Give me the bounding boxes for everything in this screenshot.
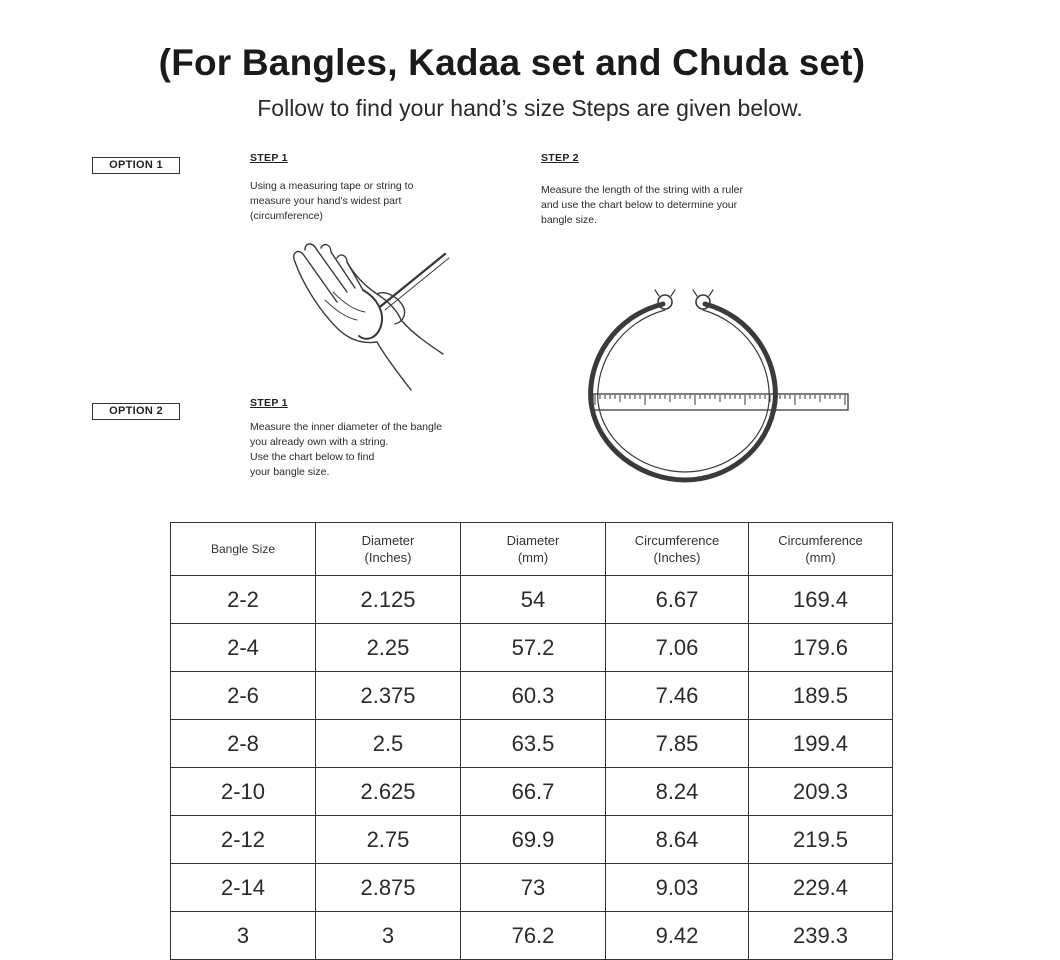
table-row [171,816,893,864]
table-row [171,720,893,768]
cell-bangle-size: 2-4 [171,624,316,672]
page-subtitle: Follow to find your hand’s size Steps are given below. [257,95,803,121]
option-1-step-1-text: Using a measuring tape or string to measure your hand's widest part (circumference) [250,180,414,222]
cell-diameter-mm: 54 [461,576,606,624]
option-1-step-1-title: STEP 1 [250,152,288,164]
cell-bangle-size: 2-8 [171,720,316,768]
cell-diameter-mm: 57.2 [461,624,606,672]
cell-diameter-mm: 69.9 [461,816,606,864]
page-title: (For Bangles, Kadaa set and Chuda set) [158,42,866,83]
option-1-step-2-title: STEP 2 [541,152,579,164]
cell-diameter-inches: 3 [316,912,461,960]
cell-bangle-size: 3 [171,912,316,960]
cell-diameter-mm: 73 [461,864,606,912]
cell-circumference-inches: 8.24 [606,768,749,816]
cell-circumference-inches: 7.85 [606,720,749,768]
cell-diameter-inches: 2.75 [316,816,461,864]
cell-diameter-inches: 2.625 [316,768,461,816]
option-1-label: OPTION 1 [92,157,180,174]
cell-circumference-inches: 7.06 [606,624,749,672]
cell-bangle-size: 2-2 [171,576,316,624]
cell-circumference-inches: 8.64 [606,816,749,864]
cell-bangle-size: 2-14 [171,864,316,912]
option-2-step-1-title: STEP 1 [250,397,288,409]
cell-bangle-size: 2-6 [171,672,316,720]
cell-circumference-mm: 219.5 [749,816,893,864]
cell-bangle-size: 2-12 [171,816,316,864]
header-circumference-mm: Circumference (mm) [749,523,893,576]
cell-diameter-inches: 2.25 [316,624,461,672]
cell-circumference-mm: 229.4 [749,864,893,912]
size-chart [170,522,892,948]
cell-circumference-mm: 239.3 [749,912,893,960]
table-row [171,864,893,912]
cell-diameter-inches: 2.125 [316,576,461,624]
option-2-step-1-text: Measure the inner diameter of the bangle you already own with a string. Use the chart below to find your bangle size. [250,421,443,478]
cell-diameter-mm: 63.5 [461,720,606,768]
table-row [171,768,893,816]
table-row [171,576,893,624]
cell-diameter-mm: 76.2 [461,912,606,960]
size-table [170,522,893,960]
header-circumference-inches: Circumference (Inches) [606,523,749,576]
cell-diameter-inches: 2.875 [316,864,461,912]
cell-circumference-mm: 199.4 [749,720,893,768]
cell-diameter-mm: 66.7 [461,768,606,816]
cell-diameter-inches: 2.5 [316,720,461,768]
table-row [171,624,893,672]
header-bangle-size: Bangle Size [171,523,316,576]
option-2-label: OPTION 2 [92,403,180,420]
table-header-row [171,523,893,576]
cell-circumference-mm: 179.6 [749,624,893,672]
cell-circumference-mm: 209.3 [749,768,893,816]
hand-measuring-icon [285,240,455,398]
table-row [171,672,893,720]
bangle-ruler-icon [585,290,855,486]
header-diameter-inches: Diameter (Inches) [316,523,461,576]
option-1-step-2-text: Measure the length of the string with a ruler and use the chart below to determine your bangle size. [541,184,743,226]
header-diameter-mm: Diameter (mm) [461,523,606,576]
cell-circumference-inches: 7.46 [606,672,749,720]
cell-diameter-mm: 60.3 [461,672,606,720]
cell-circumference-mm: 189.5 [749,672,893,720]
cell-diameter-inches: 2.375 [316,672,461,720]
table-row [171,912,893,960]
cell-circumference-inches: 6.67 [606,576,749,624]
cell-circumference-mm: 169.4 [749,576,893,624]
cell-bangle-size: 2-10 [171,768,316,816]
cell-circumference-inches: 9.03 [606,864,749,912]
cell-circumference-inches: 9.42 [606,912,749,960]
